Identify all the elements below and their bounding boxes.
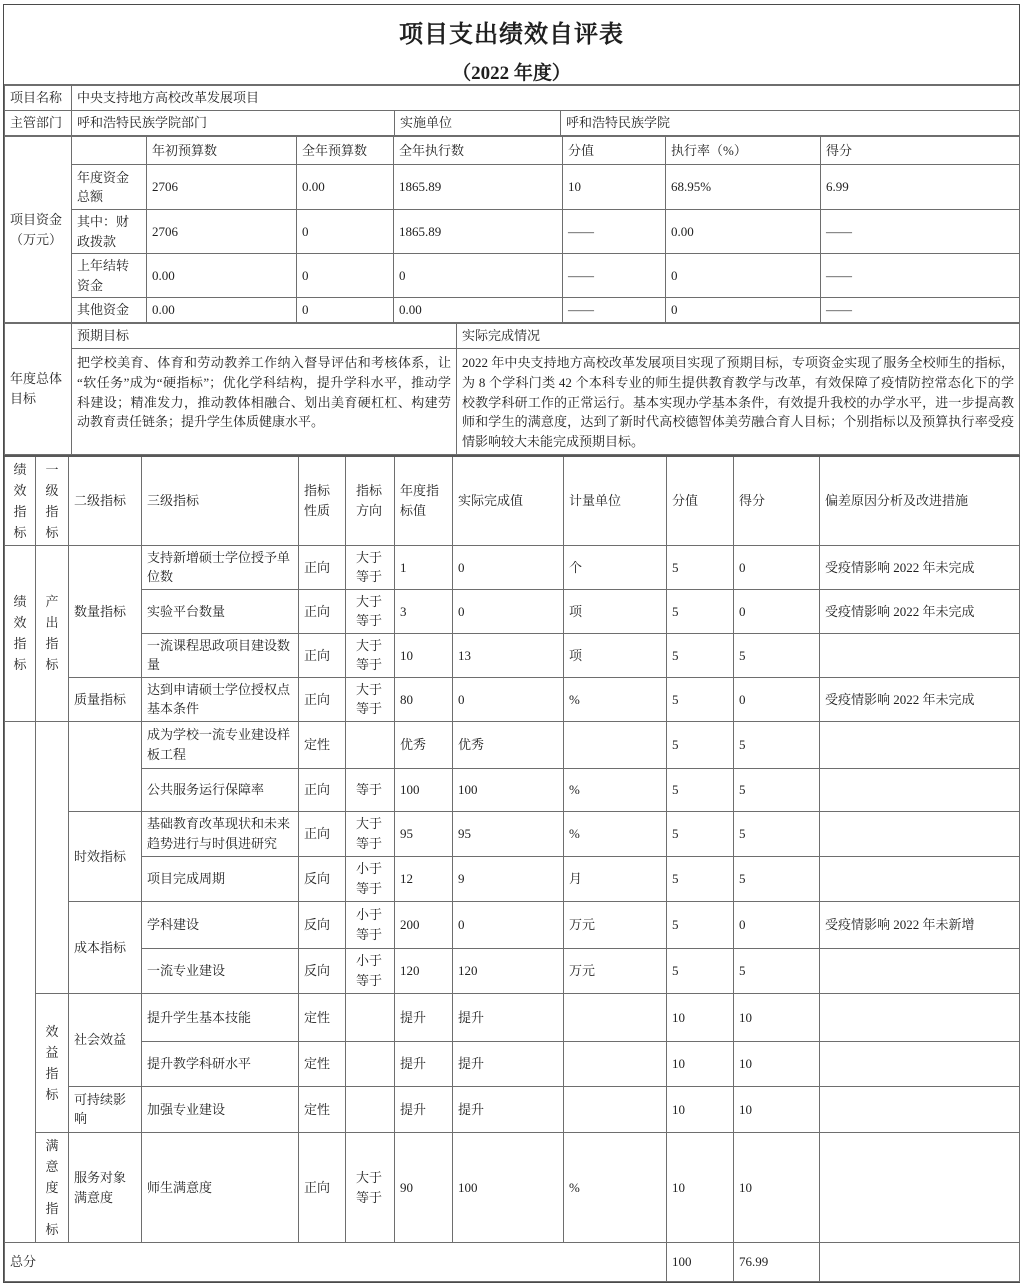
got-cell: 5 — [734, 811, 820, 856]
deviation-cell — [820, 768, 1020, 811]
deviation-cell — [820, 1041, 1020, 1086]
indicator-row — [5, 901, 1020, 948]
unit-cell — [564, 993, 667, 1041]
header-level1-text: 一级指标 — [45, 461, 59, 540]
project-name-row — [5, 86, 1020, 111]
funding-got-value: 6.99 — [821, 165, 1020, 210]
indicator-row — [5, 993, 1020, 1041]
target-cell: 80 — [395, 677, 453, 721]
actual-cell: 提升 — [453, 1086, 564, 1132]
level3-cell: 基础教育改革现状和未来趋势进行与时俱进研究 — [142, 811, 299, 856]
indicator-row — [5, 948, 1020, 993]
project-name-value: 中央支持地方高校改革发展项目 — [72, 86, 1020, 111]
target-cell: 120 — [395, 948, 453, 993]
department-value: 呼和浩特民族学院部门 — [72, 111, 395, 136]
score-cell: 5 — [667, 545, 734, 589]
target-cell: 95 — [395, 811, 453, 856]
funding-score-value: —— — [563, 254, 666, 298]
indicator-row — [5, 545, 1020, 589]
score-cell: 10 — [667, 1132, 734, 1242]
timeliness-group-cell: 时效指标 — [69, 811, 142, 901]
indicator-row — [5, 721, 1020, 768]
funding-row-other — [5, 298, 1020, 323]
actual-cell: 120 — [453, 948, 564, 993]
score-cell: 5 — [667, 811, 734, 856]
got-cell: 10 — [734, 993, 820, 1041]
actual-cell: 提升 — [453, 993, 564, 1041]
direction-cell — [346, 1086, 395, 1132]
deviation-cell — [820, 633, 1020, 677]
funding-header-row — [5, 137, 1020, 165]
funding-row-label: 年度资金总额 — [72, 165, 147, 210]
form-year: （2022 年度） — [452, 63, 571, 84]
deviation-cell: 受疫情影响 2022 年未完成 — [820, 677, 1020, 721]
got-cell: 5 — [734, 633, 820, 677]
indicator-row — [5, 1041, 1020, 1086]
header-score: 分值 — [667, 456, 734, 546]
indicator-row — [5, 768, 1020, 811]
self-evaluation-form — [3, 4, 1020, 1283]
satisfaction-group-text: 满意度指标 — [45, 1137, 59, 1238]
got-cell: 5 — [734, 856, 820, 901]
funding-got-value: —— — [821, 254, 1020, 298]
score-cell: 5 — [667, 768, 734, 811]
service-group-cell: 服务对象满意度 — [69, 1132, 142, 1242]
level3-cell: 提升学生基本技能 — [142, 993, 299, 1041]
actual-completion-label: 实际完成情况 — [457, 324, 1020, 349]
level3-cell: 成为学校一流专业建设样板工程 — [142, 721, 299, 768]
score-cell: 5 — [667, 721, 734, 768]
level3-cell: 公共服务运行保障率 — [142, 768, 299, 811]
nature-cell: 正向 — [299, 589, 346, 633]
funding-budget-value: 0 — [297, 254, 394, 298]
funding-score-value: —— — [563, 298, 666, 323]
page — [0, 4, 1024, 1270]
header-perf-indicator — [5, 456, 36, 546]
direction-cell: 大于等于 — [346, 1132, 395, 1242]
funding-header-score: 分值 — [563, 137, 666, 165]
nature-cell: 定性 — [299, 993, 346, 1041]
nature-cell: 定性 — [299, 1041, 346, 1086]
funding-header-initial: 年初预算数 — [147, 137, 297, 165]
nature-cell: 正向 — [299, 811, 346, 856]
score-cell: 10 — [667, 1086, 734, 1132]
deviation-cell — [820, 948, 1020, 993]
basic-info-table — [4, 85, 1020, 136]
actual-cell: 0 — [453, 901, 564, 948]
indicator-row — [5, 1132, 1020, 1242]
indicator-row — [5, 1086, 1020, 1132]
unit-cell — [564, 1086, 667, 1132]
actual-cell: 95 — [453, 811, 564, 856]
actual-cell: 优秀 — [453, 721, 564, 768]
got-cell: 5 — [734, 721, 820, 768]
unit-cell — [564, 721, 667, 768]
nature-cell: 正向 — [299, 768, 346, 811]
header-unit: 计量单位 — [564, 456, 667, 546]
deviation-cell — [820, 1086, 1020, 1132]
level3-cell: 项目完成周期 — [142, 856, 299, 901]
unit-cell: % — [564, 1132, 667, 1242]
nature-cell: 反向 — [299, 856, 346, 901]
got-cell: 0 — [734, 589, 820, 633]
direction-cell: 小于等于 — [346, 856, 395, 901]
got-cell: 0 — [734, 901, 820, 948]
funding-initial-value: 2706 — [147, 165, 297, 210]
funding-initial-value: 0.00 — [147, 298, 297, 323]
funding-table — [4, 136, 1020, 323]
funding-executed-value: 1865.89 — [394, 165, 563, 210]
total-row — [5, 1243, 1020, 1282]
funding-header-rate: 执行率（%） — [666, 137, 821, 165]
direction-cell — [346, 721, 395, 768]
header-target: 年度指标值 — [395, 456, 453, 546]
satisfaction-group-cell — [36, 1132, 69, 1242]
deviation-cell — [820, 811, 1020, 856]
header-level2: 二级指标 — [69, 456, 142, 546]
unit-cell — [564, 1041, 667, 1086]
direction-cell: 小于等于 — [346, 901, 395, 948]
unit-cell: % — [564, 811, 667, 856]
sustain-group-cell: 可持续影响 — [69, 1086, 142, 1132]
funding-initial-value: 0.00 — [147, 254, 297, 298]
score-cell: 5 — [667, 677, 734, 721]
level3-cell: 达到申请硕士学位授权点基本条件 — [142, 677, 299, 721]
unit-cell: 月 — [564, 856, 667, 901]
funding-rate-value: 0 — [666, 298, 821, 323]
funding-rate-value: 68.95% — [666, 165, 821, 210]
indicators-header-row — [5, 456, 1020, 546]
target-cell: 200 — [395, 901, 453, 948]
target-cell: 提升 — [395, 1041, 453, 1086]
funding-header-executed: 全年执行数 — [394, 137, 563, 165]
score-cell: 10 — [667, 993, 734, 1041]
unit-cell: 项 — [564, 633, 667, 677]
deviation-cell — [820, 1132, 1020, 1242]
target-cell: 3 — [395, 589, 453, 633]
actual-cell: 0 — [453, 545, 564, 589]
unit-cell: 万元 — [564, 948, 667, 993]
output-group-cell — [36, 545, 69, 721]
empty-group-cell — [69, 721, 142, 811]
nature-cell: 正向 — [299, 633, 346, 677]
output-group-text: 产出指标 — [45, 594, 59, 673]
funding-score-value: —— — [563, 210, 666, 254]
funding-header-got: 得分 — [821, 137, 1020, 165]
target-cell: 12 — [395, 856, 453, 901]
actual-cell: 9 — [453, 856, 564, 901]
direction-cell: 大于等于 — [346, 589, 395, 633]
department-label: 主管部门 — [5, 111, 72, 136]
target-cell: 90 — [395, 1132, 453, 1242]
got-cell: 10 — [734, 1132, 820, 1242]
target-cell: 10 — [395, 633, 453, 677]
funding-header-budget: 全年预算数 — [297, 137, 394, 165]
actual-cell: 100 — [453, 768, 564, 811]
quantity-group-cell: 数量指标 — [69, 545, 142, 677]
implementing-unit-label: 实施单位 — [395, 111, 561, 136]
benefit-group-text: 效益指标 — [45, 1023, 59, 1102]
goal-text-row — [5, 349, 1020, 455]
nature-cell: 正向 — [299, 1132, 346, 1242]
goal-header-row — [5, 324, 1020, 349]
funding-got-value: —— — [821, 210, 1020, 254]
funding-row-label: 其中：财政拨款 — [72, 210, 147, 254]
nature-cell: 定性 — [299, 1086, 346, 1132]
nature-cell: 反向 — [299, 901, 346, 948]
actual-completion-text: 2022 年中央支持地方高校改革发展项目实现了预期目标，专项资金实现了服务全校师生的指标，为 8 个学科门类 42 个本科专业的师生提供教育教学与改革，有效保障了疫情防控常态化下的学校教学科研工作的正常运行。基本实现办学基本条件，有效提升我校的办学水平，进一步提高教师和学生的满意度，达到了新时代高校德智体美劳融合育人目标；个别指标以及预算执行率受疫情影响较大未能完成预期目标。 — [457, 349, 1020, 455]
cost-group-cell: 成本指标 — [69, 901, 142, 993]
actual-cell: 0 — [453, 677, 564, 721]
direction-cell: 大于等于 — [346, 633, 395, 677]
funding-row-carryover — [5, 254, 1020, 298]
header-direction: 指标方向 — [346, 456, 395, 546]
empty-cell — [72, 137, 147, 165]
empty-group-cell — [5, 721, 36, 1242]
implementing-unit-value: 呼和浩特民族学院 — [561, 111, 1020, 136]
actual-cell: 13 — [453, 633, 564, 677]
total-score-value: 100 — [667, 1243, 734, 1282]
got-cell: 5 — [734, 768, 820, 811]
unit-cell: 个 — [564, 545, 667, 589]
actual-cell: 提升 — [453, 1041, 564, 1086]
header-got: 得分 — [734, 456, 820, 546]
score-cell: 5 — [667, 633, 734, 677]
total-got-value: 76.99 — [734, 1243, 820, 1282]
header-actual: 实际完成值 — [453, 456, 564, 546]
level3-cell: 支持新增硕士学位授予单位数 — [142, 545, 299, 589]
expected-goal-label: 预期目标 — [72, 324, 457, 349]
direction-cell: 大于等于 — [346, 677, 395, 721]
target-cell: 提升 — [395, 993, 453, 1041]
target-cell: 提升 — [395, 1086, 453, 1132]
indicator-row — [5, 811, 1020, 856]
indicator-row — [5, 589, 1020, 633]
score-cell: 10 — [667, 1041, 734, 1086]
quality-group-cell: 质量指标 — [69, 677, 142, 721]
funding-executed-value: 1865.89 — [394, 210, 563, 254]
funding-row-label: 上年结转资金 — [72, 254, 147, 298]
funding-budget-value: 0.00 — [297, 165, 394, 210]
level3-cell: 提升教学科研水平 — [142, 1041, 299, 1086]
direction-cell: 小于等于 — [346, 948, 395, 993]
title-block — [4, 5, 1019, 85]
expected-goal-text: 把学校美育、体育和劳动教养工作纳入督导评估和考核体系，让“软任务”成为“硬指标”；优化学科结构，提升学科水平，推动学科建设；精准发力，推动教体相融合、划出美育硬杠杠、构建劳动教育责任链条；提升学生体质健康水平。 — [72, 349, 457, 455]
funding-section-label: 项目资金（万元） — [5, 137, 72, 323]
funding-row-label: 其他资金 — [72, 298, 147, 323]
level3-cell: 学科建设 — [142, 901, 299, 948]
funding-rate-value: 0 — [666, 254, 821, 298]
unit-cell: % — [564, 677, 667, 721]
unit-cell: 万元 — [564, 901, 667, 948]
funding-budget-value: 0 — [297, 298, 394, 323]
indicator-row — [5, 677, 1020, 721]
deviation-cell: 受疫情影响 2022 年未完成 — [820, 589, 1020, 633]
deviation-cell: 受疫情影响 2022 年未完成 — [820, 545, 1020, 589]
header-level1 — [36, 456, 69, 546]
funding-row-total — [5, 165, 1020, 210]
funding-got-value: —— — [821, 298, 1020, 323]
header-perf-indicator-text: 绩效指标 — [13, 461, 27, 540]
nature-cell: 正向 — [299, 677, 346, 721]
deviation-cell — [820, 721, 1020, 768]
header-level3: 三级指标 — [142, 456, 299, 546]
target-cell: 1 — [395, 545, 453, 589]
project-name-label: 项目名称 — [5, 86, 72, 111]
header-deviation: 偏差原因分析及改进措施 — [820, 456, 1020, 546]
empty-cell — [820, 1243, 1020, 1282]
deviation-cell: 受疫情影响 2022 年未新增 — [820, 901, 1020, 948]
department-row — [5, 111, 1020, 136]
direction-cell: 大于等于 — [346, 545, 395, 589]
target-cell: 100 — [395, 768, 453, 811]
nature-cell: 反向 — [299, 948, 346, 993]
direction-cell: 等于 — [346, 768, 395, 811]
score-cell: 5 — [667, 856, 734, 901]
level3-cell: 一流课程思政项目建设数量 — [142, 633, 299, 677]
goal-section-label: 年度总体目标 — [5, 324, 72, 455]
social-group-cell: 社会效益 — [69, 993, 142, 1086]
annual-goal-table — [4, 323, 1020, 455]
form-title: 项目支出绩效自评表 — [399, 22, 624, 48]
funding-score-value: 10 — [563, 165, 666, 210]
deviation-cell — [820, 993, 1020, 1041]
total-label: 总分 — [5, 1243, 667, 1282]
level3-cell: 师生满意度 — [142, 1132, 299, 1242]
got-cell: 0 — [734, 545, 820, 589]
funding-executed-value: 0.00 — [394, 298, 563, 323]
level3-cell: 一流专业建设 — [142, 948, 299, 993]
indicator-row — [5, 856, 1020, 901]
header-nature: 指标性质 — [299, 456, 346, 546]
nature-cell: 正向 — [299, 545, 346, 589]
benefit-group-cell — [36, 993, 69, 1132]
indicators-table — [4, 455, 1020, 1282]
actual-cell: 0 — [453, 589, 564, 633]
got-cell: 0 — [734, 677, 820, 721]
target-cell: 优秀 — [395, 721, 453, 768]
funding-rate-value: 0.00 — [666, 210, 821, 254]
actual-cell: 100 — [453, 1132, 564, 1242]
funding-initial-value: 2706 — [147, 210, 297, 254]
score-cell: 5 — [667, 901, 734, 948]
level3-cell: 加强专业建设 — [142, 1086, 299, 1132]
perf-group-cell — [5, 545, 36, 721]
funding-executed-value: 0 — [394, 254, 563, 298]
funding-budget-value: 0 — [297, 210, 394, 254]
unit-cell: 项 — [564, 589, 667, 633]
direction-cell: 大于等于 — [346, 811, 395, 856]
perf-group-text: 绩效指标 — [13, 594, 27, 673]
got-cell: 10 — [734, 1041, 820, 1086]
level3-cell: 实验平台数量 — [142, 589, 299, 633]
funding-row-fiscal — [5, 210, 1020, 254]
direction-cell — [346, 1041, 395, 1086]
empty-group-cell — [36, 721, 69, 993]
score-cell: 5 — [667, 948, 734, 993]
got-cell: 5 — [734, 948, 820, 993]
deviation-cell — [820, 856, 1020, 901]
unit-cell: % — [564, 768, 667, 811]
direction-cell — [346, 993, 395, 1041]
nature-cell: 定性 — [299, 721, 346, 768]
indicator-row — [5, 633, 1020, 677]
got-cell: 10 — [734, 1086, 820, 1132]
score-cell: 5 — [667, 589, 734, 633]
